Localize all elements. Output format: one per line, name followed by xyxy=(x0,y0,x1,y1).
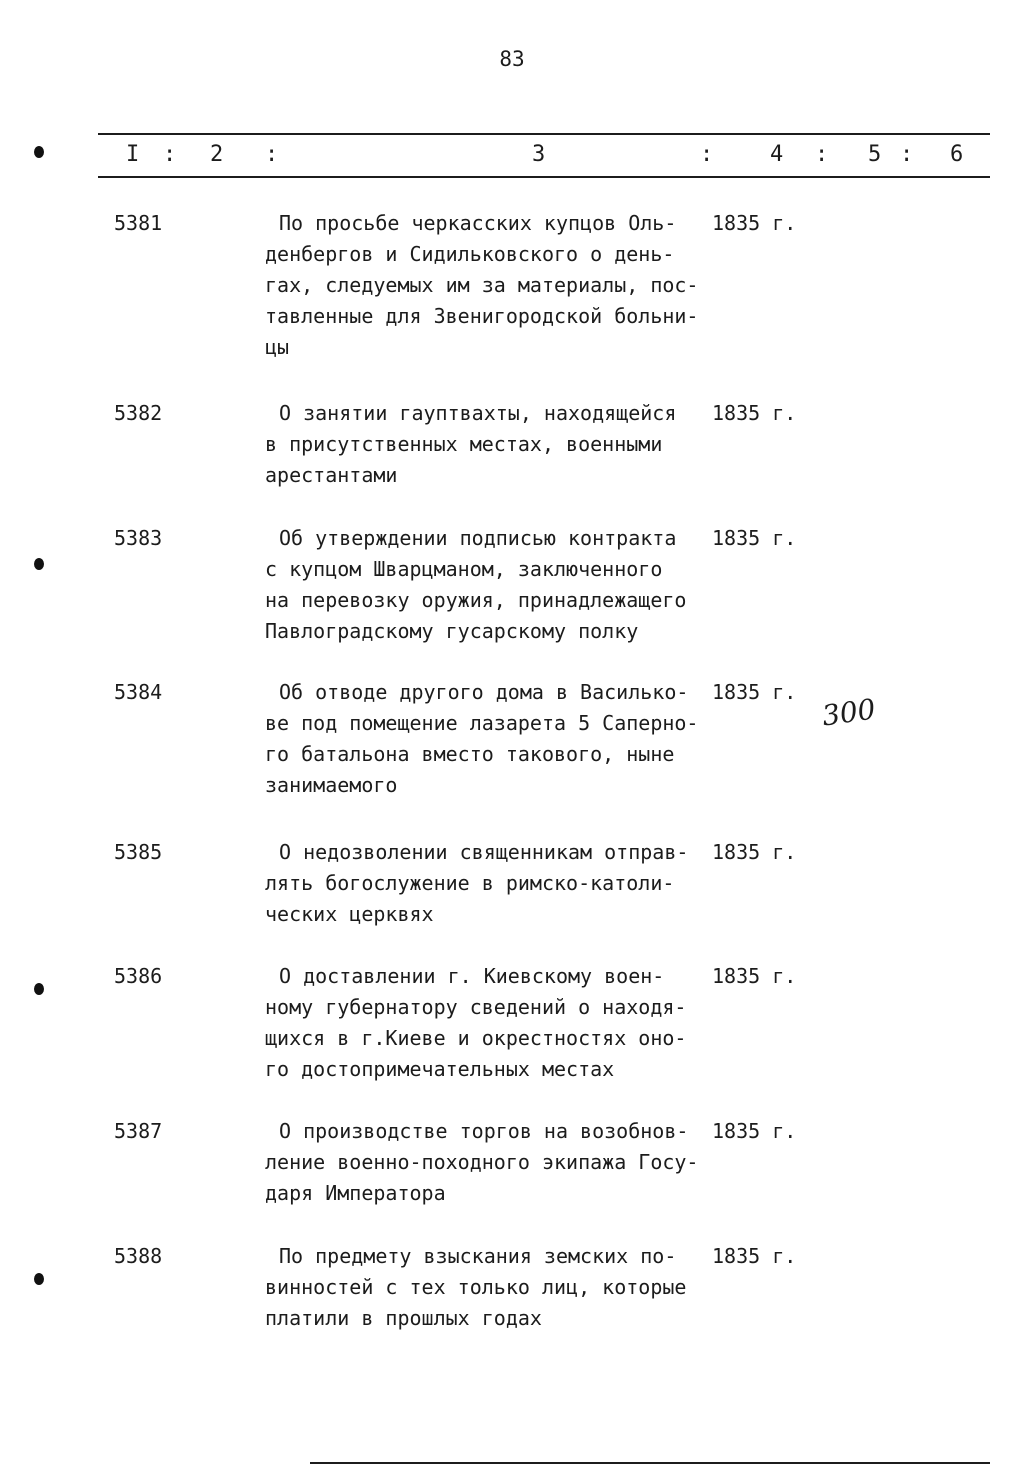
entry-date: 1835 г. xyxy=(712,526,797,550)
title-line: арестантами xyxy=(265,463,398,487)
punch-hole-4 xyxy=(34,1273,44,1285)
entry-date: 1835 г. xyxy=(712,964,797,988)
title-line: ческих церквях xyxy=(265,902,434,926)
entry-title xyxy=(265,837,735,930)
entry-title xyxy=(265,961,735,1085)
title-line: О доставлении г. Киевскому воен- xyxy=(279,964,665,988)
header-col-2: 2 xyxy=(210,142,224,167)
title-line: Павлоградскому гусарскому полку xyxy=(265,619,639,643)
header-col-3: 3 xyxy=(532,142,546,167)
header-sep-5: : xyxy=(900,142,914,167)
header-col-4: 4 xyxy=(770,142,784,167)
header-col-6: 6 xyxy=(950,142,964,167)
title-line: Об утверждении подписью контракта xyxy=(279,526,677,550)
entry-title xyxy=(265,1241,735,1334)
title-line: ление военно-походного экипажа Госу- xyxy=(265,1150,699,1174)
title-line: О производстве торгов на возобнов- xyxy=(279,1119,689,1143)
title-line: занимаемого xyxy=(265,773,398,797)
table-header-top-rule xyxy=(98,133,990,135)
entry-number: 5384 xyxy=(114,680,163,704)
title-line: цы xyxy=(265,335,290,359)
title-line: винностей с тех только лиц, которые xyxy=(265,1275,687,1299)
punch-hole-2 xyxy=(34,558,44,570)
table-header-bottom-rule xyxy=(98,176,990,178)
entry-number: 5388 xyxy=(114,1244,163,1268)
punch-hole-1 xyxy=(34,146,44,158)
title-line: По просьбе черкасских купцов Оль- xyxy=(279,211,677,235)
entry-date: 1835 г. xyxy=(712,840,797,864)
title-line: щихся в г.Киеве и окрестностях оно- xyxy=(265,1026,687,1050)
title-line: в присутственных местах, военными xyxy=(265,432,663,456)
title-line: го батальона вместо такового, ныне xyxy=(265,742,675,766)
page-bottom-rule xyxy=(310,1462,990,1464)
entry-title xyxy=(265,208,735,363)
title-line: О недозволении священникам отправ- xyxy=(279,840,689,864)
entry-number: 5386 xyxy=(114,964,163,988)
entry-date: 1835 г. xyxy=(712,1244,797,1268)
header-sep-4: : xyxy=(815,142,829,167)
entry-title xyxy=(265,523,735,647)
punch-hole-3 xyxy=(34,983,44,995)
entry-number: 5382 xyxy=(114,401,163,425)
entry-title xyxy=(265,398,735,491)
header-sep-2: : xyxy=(265,142,279,167)
title-line: денбергов и Сидильковского о день- xyxy=(265,242,675,266)
title-line: По предмету взыскания земских по- xyxy=(279,1244,677,1268)
entry-title xyxy=(265,677,735,801)
title-line: О занятии гауптвахты, находящейся xyxy=(279,401,677,425)
entry-date: 1835 г. xyxy=(712,1119,797,1143)
title-line: гах, следуемых им за материалы, пос- xyxy=(265,273,699,297)
header-sep-1: : xyxy=(163,142,177,167)
entry-date: 1835 г. xyxy=(712,680,797,704)
entry-number: 5383 xyxy=(114,526,163,550)
page-number: 83 xyxy=(499,47,525,71)
header-col-5: 5 xyxy=(868,142,882,167)
title-line: лять богослужение в римско-католи- xyxy=(265,871,675,895)
title-line: го достопримечательных местах xyxy=(265,1057,615,1081)
entry-number: 5381 xyxy=(114,211,163,235)
title-line: ному губернатору сведений о находя- xyxy=(265,995,687,1019)
title-line: на перевозку оружия, принадлежащего xyxy=(265,588,687,612)
header-sep-3: : xyxy=(700,142,714,167)
header-col-1: I xyxy=(126,142,140,167)
entry-number: 5387 xyxy=(114,1119,163,1143)
title-line: ве под помещение лазарета 5 Саперно- xyxy=(265,711,699,735)
title-line: Об отводе другого дома в Василько- xyxy=(279,680,689,704)
entry-title xyxy=(265,1116,735,1209)
title-line: с купцом Шварцманом, заключенного xyxy=(265,557,663,581)
title-line: тавленные для Звенигородской больни- xyxy=(265,304,699,328)
entry-date: 1835 г. xyxy=(712,211,797,235)
entry-number: 5385 xyxy=(114,840,163,864)
title-line: платили в прошлых годах xyxy=(265,1306,542,1330)
entry-date: 1835 г. xyxy=(712,401,797,425)
title-line: даря Императора xyxy=(265,1181,446,1205)
handwritten-margin-note: 300 xyxy=(819,692,878,733)
